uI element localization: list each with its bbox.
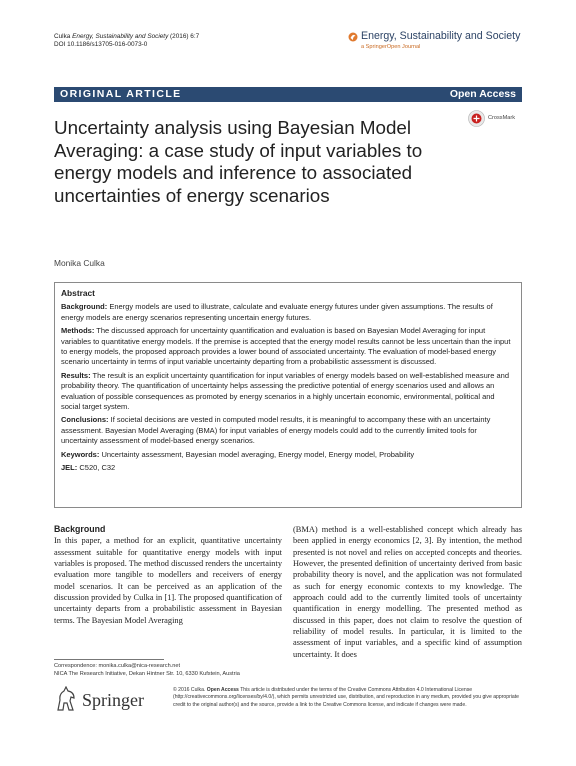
abstract-results: Results: The result is an explicit uncertainty quantification for input variables of energy models based on well-established measure and probability theory. The quantification of uncertainty helps assessing the predictive potential of energy scenarios used and allows an evaluation of possible consequences as promoted by energy scenarios in a highly uncertain economic, environmental, political and social target system. <box>61 370 510 412</box>
springer-wordmark: Springer <box>82 690 144 710</box>
license-text: © 2016 Culka. Open Access This article is distributed under the terms of the Creative Commons Attribution 4.0 International License (http://creativecommons.org/licenses/by/4.0/), which permits unrestricted use, distribution, and reproduction in any medium, provided you give appropriate credit to the original author(s) and the source, provide a link to the Creative Commons license, and indicate if changes were made. <box>173 687 519 708</box>
correspondence: Correspondence: monika.culka@nica-research.net <box>54 663 181 669</box>
running-header <box>54 33 199 49</box>
body-column-left <box>54 524 282 626</box>
abstract-box <box>54 282 522 508</box>
article-type: ORIGINAL ARTICLE <box>60 88 182 100</box>
publisher-logo <box>54 686 164 716</box>
journal-logo-icon <box>348 32 358 42</box>
footnote <box>54 662 240 678</box>
springer-horse-icon <box>54 686 78 712</box>
open-access-label: Open Access <box>449 88 516 100</box>
crossmark-icon <box>468 110 485 127</box>
abstract-heading: Abstract <box>61 288 95 298</box>
doi: DOI 10.1186/s13705-016-0073-0 <box>54 41 148 48</box>
journal-title: Energy, Sustainability and Society <box>361 30 521 42</box>
article-title: Uncertainty analysis using Bayesian Model Averaging: a case study of input variables to energy models and inference to associated uncertainties of energy scenarios <box>54 117 423 206</box>
author-name: Monika Culka <box>54 258 105 268</box>
abstract-jel: JEL: C520, C32 <box>61 463 116 473</box>
crossmark-label: CrossMark <box>488 115 516 121</box>
journal-subtitle: a SpringerOpen Journal <box>361 44 421 50</box>
footnote-divider <box>54 659 164 660</box>
citation-line: Culka Energy, Sustainability and Society (2016) 6:7 <box>54 33 200 40</box>
abstract-methods: Methods: The discussed approach for uncertainty quantification and evaluation is based on Bayesian Model Averaging for input variables to quantitative energy models. If the premise is accepted that the energy model results cannot be less uncertain than the input to energy models, the proposed approach provides a lower bound of associated uncertainty. The evaluation of model-based energy scenario uncertainty in terms of input variable uncertainty departing from a probabilistic assessment is discussed. <box>61 326 511 367</box>
body-column-right <box>293 524 522 660</box>
abstract-background: Background: Energy models are used to illustrate, calculate and evaluate energy futures under given assumptions. The results of energy models are energy scenarios representing uncertain energy futures. <box>61 302 493 322</box>
body-text-left: In this paper, a method for an explicit, quantitative uncertainty assessment suitable for quantitative energy models with input variables is proposed. The method discussed renders the uncertainty evaluation more tangible to modellers and receivers of energy model scenarios. It can be perceived as an application of the discussion provided by Culka in [1]. The proposed quantification of uncertainty departs from a probabilistic assessment in Bayesian terms. The Bayesian Model Averaging <box>54 536 283 625</box>
abstract-keywords: Keywords: Uncertainty assessment, Bayesian model averaging, Energy model, Energy model, Probability <box>61 449 415 459</box>
affiliation: NICA The Research Initiative, Dekan Hintner Str. 10, 6330 Kufstein, Austria <box>54 671 240 677</box>
section-heading: Background <box>54 524 106 534</box>
body-text-right: (BMA) method is a well-established concept which already has been applied in energy economics [2, 3]. By intention, the method presented is not novel and relies on accepted concepts and theories. However, the presented definition of uncertainty derived from basic probability theory is novel, and the application was not formulated as such for energy economic contexts to my knowledge. The approach could add to the currently limited tools of uncertainty quantification in energy modelling. The presented method as discussed in this paper, does not claim to resolve the question of reliability of model results. In particular, it is limited to the assessment of input variables, and a specific kind of assumption uncertainty. It does <box>293 525 522 659</box>
article-banner <box>54 87 522 102</box>
crossmark-link[interactable] <box>468 110 528 130</box>
journal-name-italic: Energy, Sustainability and Society <box>72 33 169 40</box>
abstract-conclusions: Conclusions: If societal decisions are vested in computed model results, it is meaningful to accompany these with an uncertainty assessment. Bayesian Model Averaging (BMA) for input variables of energy models could add to the currently limited tools for uncertainty assessment of model-based energy scenarios. <box>61 415 491 446</box>
